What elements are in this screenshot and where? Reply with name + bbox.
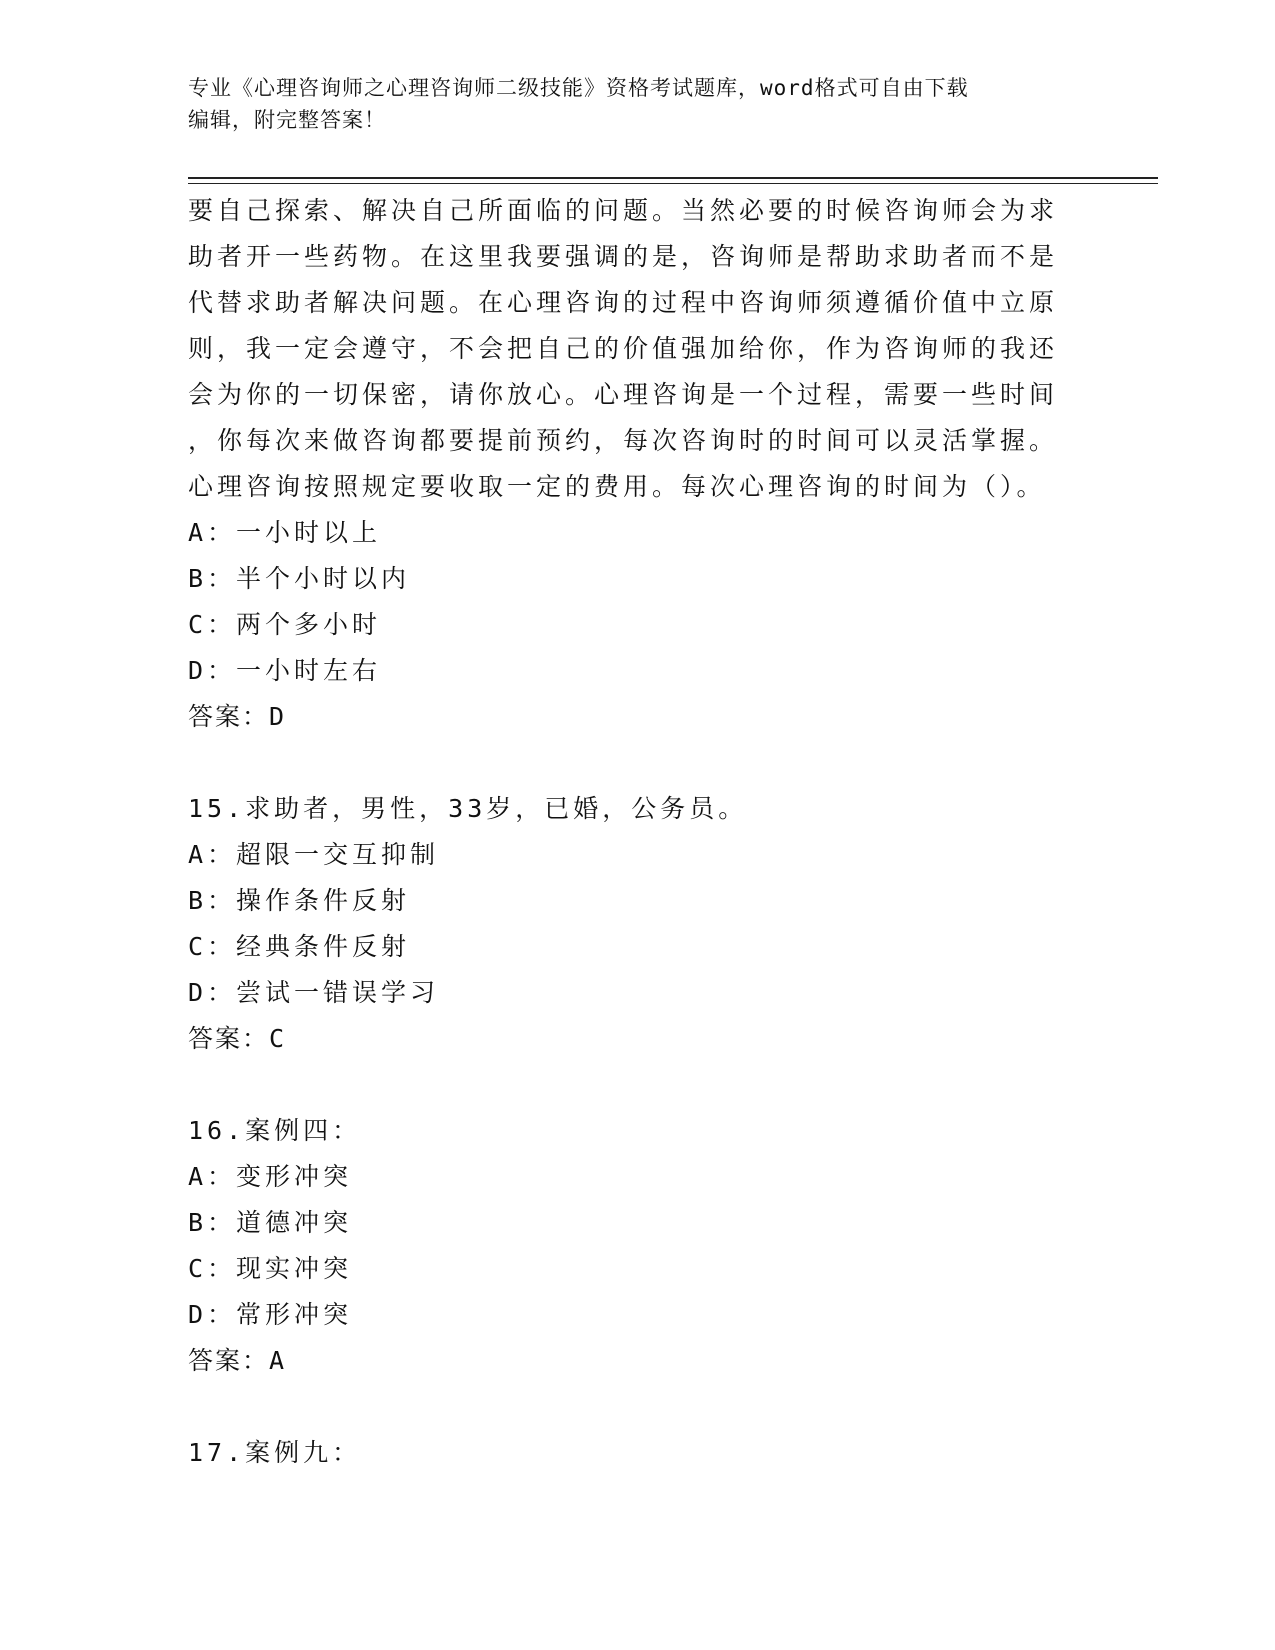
paragraph-line: 则，我一定会遵守，不会把自己的价值强加给你，作为咨询师的我还 — [188, 334, 1059, 363]
answer-line: 答案：D — [188, 702, 287, 731]
header-rule-thin — [188, 183, 1158, 184]
option-a: A：超限一交互抑制 — [188, 840, 440, 869]
paragraph-line: 会为你的一切保密，请你放心。心理咨询是一个过程，需要一些时间 — [188, 380, 1059, 409]
option-b: B：操作条件反射 — [188, 886, 411, 915]
option-d: D：尝试一错误学习 — [188, 978, 440, 1007]
answer-line: 答案：A — [188, 1346, 287, 1375]
option-b: B：道德冲突 — [188, 1208, 353, 1237]
spacer — [188, 740, 1068, 786]
option-d: D：常形冲突 — [188, 1300, 353, 1329]
header-rule-thick — [188, 177, 1158, 179]
header-line-2: 编辑，附完整答案！ — [188, 108, 386, 132]
option-b: B：半个小时以内 — [188, 564, 411, 593]
question-stem: 17.案例九： — [188, 1438, 362, 1467]
question-17 — [188, 1430, 1068, 1476]
option-d: D：一小时左右 — [188, 656, 382, 685]
header-line-1: 专业《心理咨询师之心理咨询师二级技能》资格考试题库，word格式可自由下载 — [188, 76, 969, 100]
question-14-continued — [188, 188, 1068, 740]
question-15 — [188, 786, 1068, 1062]
spacer — [188, 1062, 1068, 1108]
paragraph-line: 助者开一些药物。在这里我要强调的是，咨询师是帮助求助者而不是 — [188, 242, 1059, 271]
answer-line: 答案：C — [188, 1024, 287, 1053]
paragraph-line: 要自己探索、解决自己所面临的问题。当然必要的时候咨询师会为求 — [188, 196, 1059, 225]
option-c: C：两个多小时 — [188, 610, 382, 639]
document-body — [188, 188, 1068, 1476]
question-stem: 15.求助者，男性，33岁，已婚，公务员。 — [188, 794, 748, 823]
document-header — [188, 72, 1088, 136]
paragraph-line: 心理咨询按照规定要收取一定的费用。每次心理咨询的时间为（）。 — [188, 472, 1046, 501]
option-a: A：一小时以上 — [188, 518, 382, 547]
paragraph-line: ，你每次来做咨询都要提前预约，每次咨询时的时间可以灵活掌握。 — [188, 426, 1059, 455]
spacer — [188, 1384, 1068, 1430]
question-16 — [188, 1108, 1068, 1384]
paragraph-line: 代替求助者解决问题。在心理咨询的过程中咨询师须遵循价值中立原 — [188, 288, 1059, 317]
question-stem: 16.案例四： — [188, 1116, 362, 1145]
option-c: C：现实冲突 — [188, 1254, 353, 1283]
option-c: C：经典条件反射 — [188, 932, 411, 961]
option-a: A：变形冲突 — [188, 1162, 353, 1191]
